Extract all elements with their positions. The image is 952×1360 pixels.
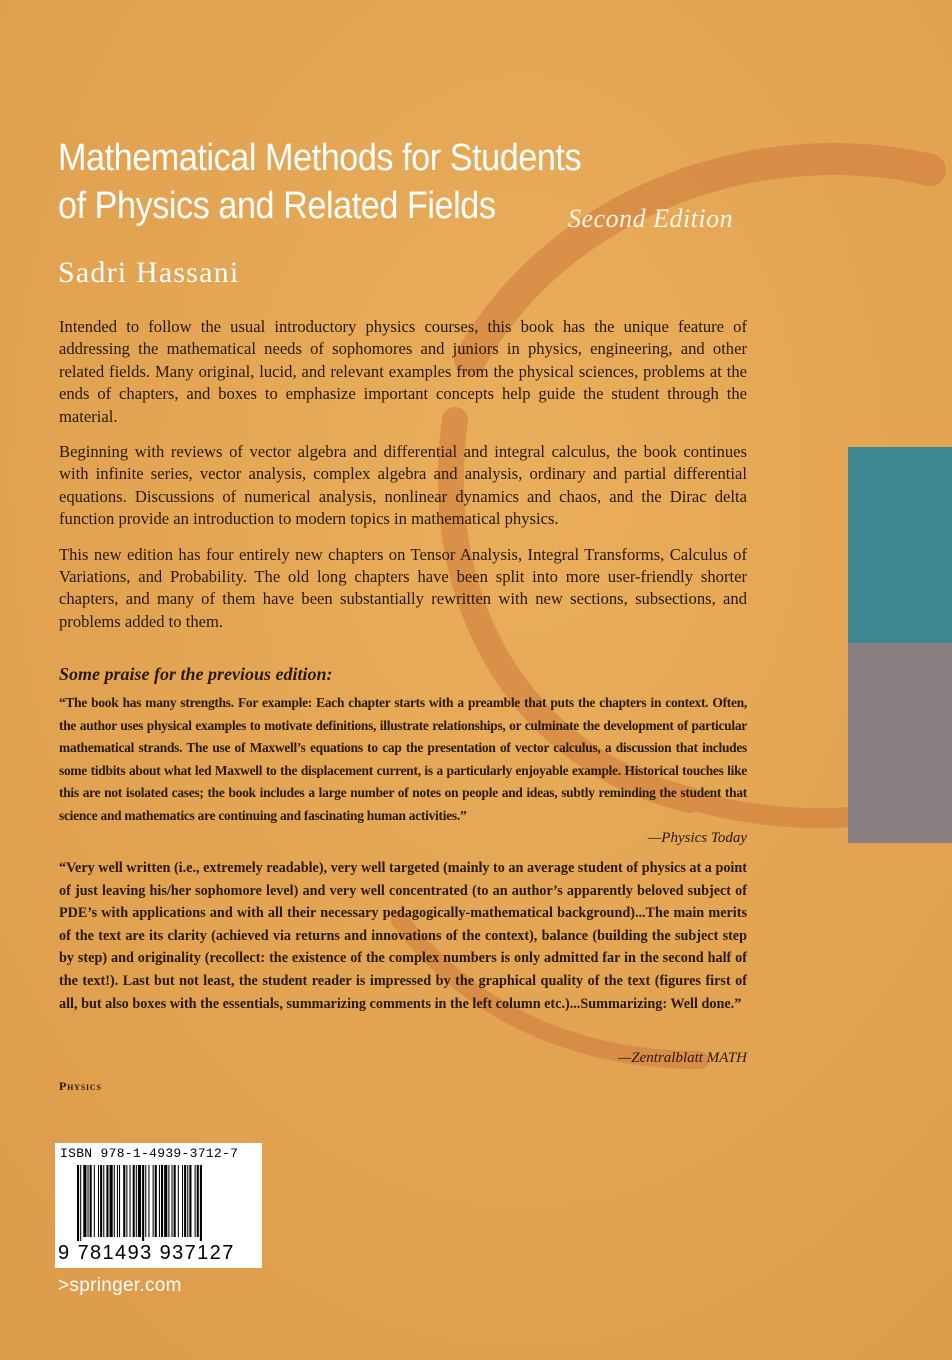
barcode-bar: [145, 1165, 146, 1237]
barcode-bar: [103, 1165, 104, 1237]
description-paragraph-3: This new edition has four entirely new chapters on Tensor Analysis, Integral Transforms, Calculus of Variations, and Probability. The old long chapters have been split into more user-friendly shorter chapters, and many of them have been substantially rewritten with new sections, subsections, and problems added to them.: [59, 544, 747, 631]
barcode-bar: [195, 1165, 196, 1237]
barcode-bar: [159, 1165, 160, 1237]
barcode-bar: [83, 1165, 86, 1237]
barcode-bar: [164, 1165, 167, 1237]
isbn-barcode: [55, 1143, 262, 1268]
isbn-label: ISBN 978-1-4939-3712-7: [60, 1146, 239, 1161]
barcode-bar: [161, 1165, 163, 1237]
barcode-bar: [80, 1165, 81, 1241]
review-quote-2: “Very well written (i.e., extremely readable), very well targeted (mainly to an average student of physics at a point of just leaving his/her sophomore level) and very well concentrated (to an author’s apparently beloved subject of PDE’s with applications and with all their necessary pedagogically-mathematical background)...The main merits of the text are its clarity (achieved via returns and innovations of the context), balance (building the subject step by step) and originality (recollect: the existence of the complex numbers is only admitted far in the second half of the text!). Last but not least, the student reader is impressed by the graphical quality of the text (figures first of all, but also boxes with the essentials, summarizing comments in the left column etc.)...Summarizing: Well done.”: [59, 860, 747, 1012]
barcode-bar: [123, 1165, 125, 1237]
barcode-bar: [200, 1165, 202, 1241]
barcode-bar: [138, 1165, 141, 1237]
barcode-bar: [178, 1165, 179, 1237]
review-attribution-2: —Zentralblatt MATH: [617, 1050, 747, 1066]
barcode-bar: [119, 1165, 120, 1237]
praise-heading: Some praise for the previous edition:: [59, 664, 333, 684]
barcode-bar: [117, 1165, 118, 1237]
barcode-bar: [77, 1165, 79, 1241]
barcode-bar: [94, 1165, 95, 1237]
barcode-number: 9 781493 937127: [58, 1242, 235, 1264]
barcode-bar: [110, 1165, 113, 1237]
barcode-bar: [172, 1165, 173, 1237]
barcode-bar: [136, 1165, 137, 1237]
barcode-bar: [88, 1165, 89, 1237]
barcode-bar: [100, 1165, 102, 1237]
barcode-bar: [155, 1165, 157, 1237]
author-name: Sadri Hassani: [58, 256, 240, 289]
barcode-bar: [90, 1165, 92, 1237]
title-line-1: Mathematical Methods for Students: [58, 137, 582, 179]
subject-category: Physics: [59, 1079, 102, 1093]
description-paragraph-2: Beginning with reviews of vector algebra and differential and integral calculus, the book continues with infinite series, vector analysis, complex algebra and analysis, ordinary and partial differential equations. Discussions of numerical analysis, nonlinear dynamics and chaos, and the Dirac delta function provide an introduction to modern topics in mathematical physics.: [59, 442, 747, 529]
barcode-bar: [189, 1165, 191, 1237]
title-line-2: of Physics and Related Fields: [58, 185, 496, 227]
barcode-bar: [174, 1165, 176, 1237]
barcode-bar: [126, 1165, 127, 1237]
book-title: [58, 134, 581, 230]
barcode-bars: [77, 1165, 247, 1241]
publisher-website[interactable]: >springer.com: [58, 1275, 182, 1296]
edition-label: Second Edition: [568, 204, 734, 233]
barcode-bar: [142, 1165, 144, 1241]
barcode-bar: [106, 1165, 108, 1237]
barcode-bar: [187, 1165, 188, 1237]
barcode-bar: [98, 1165, 99, 1237]
barcode-bar: [153, 1165, 154, 1237]
barcode-bar: [182, 1165, 183, 1237]
review-attribution-1: —Physics Today: [647, 830, 747, 846]
review-quote-1: “The book has many strengths. For example: Each chapter starts with a preamble that puts the chapters in context. Often, the author uses physical examples to motivate definitions, illustrate relationships, or culminate the development of particular mathematical strands. The use of Maxwell’s equations to cap the presentation of vector calculus, a discussion that includes some tidbits about what led Maxwell to the displacement current, is a particularly enjoyable example. Historical touches like this are not isolated cases; the book includes a large number of notes on people and ideas, subtly reminding the student that science and mathematics are continuing and fascinating human activities.”: [59, 695, 747, 823]
barcode-bar: [168, 1165, 169, 1237]
barcode-bar: [148, 1165, 149, 1237]
barcode-bar: [184, 1165, 186, 1237]
barcode-bar: [114, 1165, 115, 1237]
book-description: [59, 316, 747, 646]
description-paragraph-1: Intended to follow the usual introductory physics courses, this book has the unique feature of addressing the mathematical needs of sophomores and juniors in physics, engineering, and other related fields. Many original, lucid, and relevant examples from the physical sciences, problems at the ends of chapters, and boxes to emphasize important concepts help guide the student through the material.: [59, 317, 747, 426]
barcode-bar: [130, 1165, 131, 1237]
barcode-bar: [197, 1165, 199, 1237]
barcode-bar: [133, 1165, 135, 1237]
